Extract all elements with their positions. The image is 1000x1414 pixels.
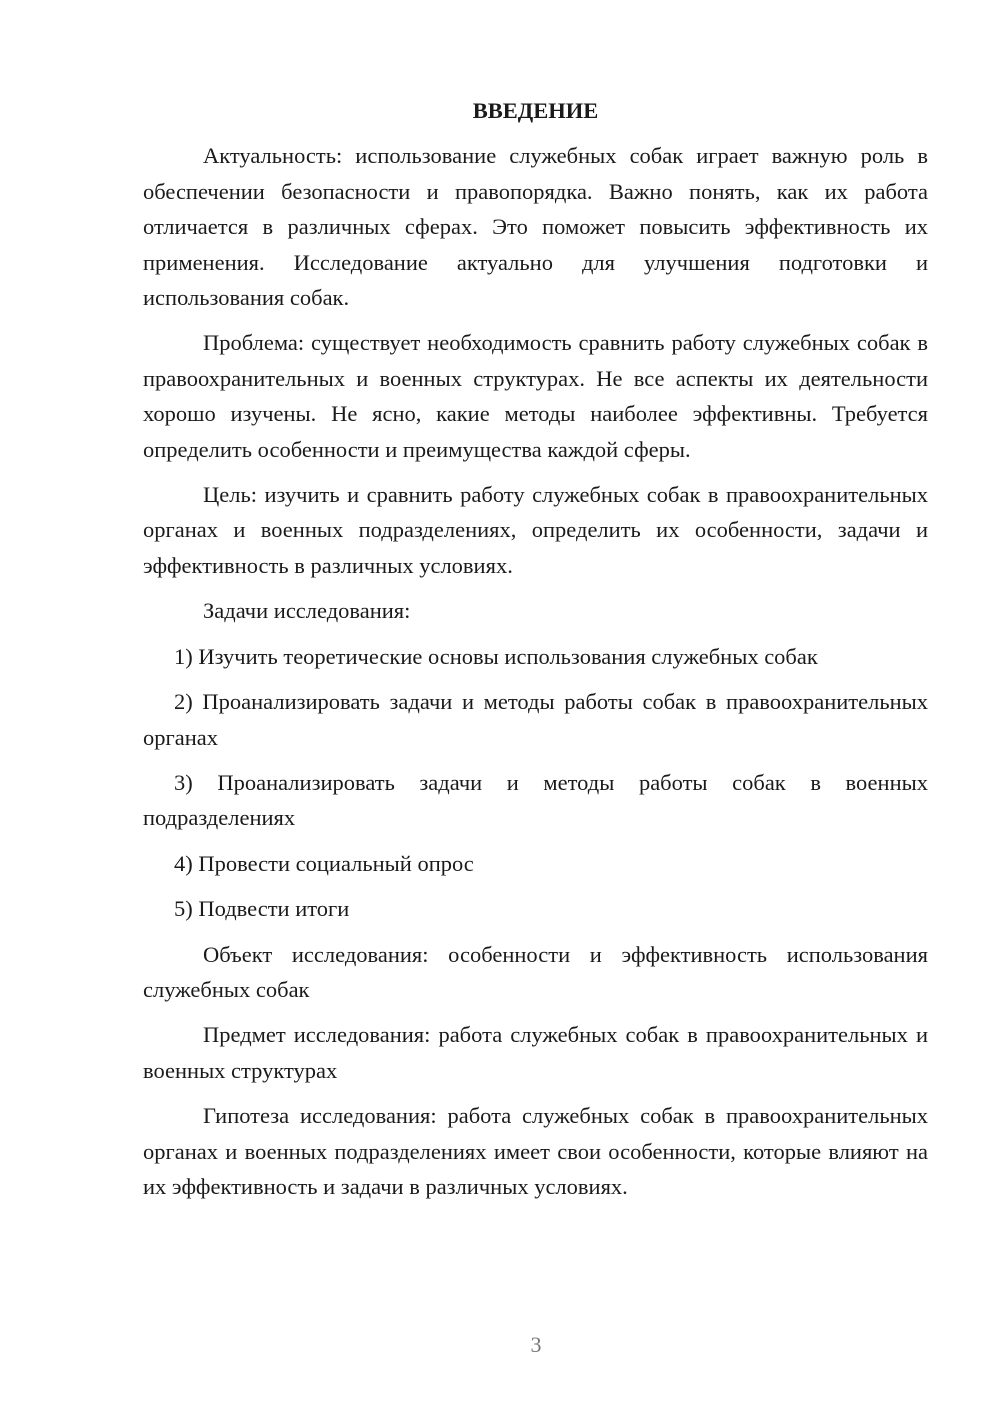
task-item-3: 3) Проанализировать задачи и методы работы собак в военных подразделениях <box>143 769 928 831</box>
object-paragraph: Объект исследования: особенности и эффективность использования служебных собак <box>143 941 928 1002</box>
relevance-paragraph: Актуальность: использование служебных собак играет важную роль в обеспечении безопасности и правопорядка. Важно понять, как их работа отличается в различных сферах. Это поможет повысить эффективность их применения. Исследование актуально для улучшения подготовки и использования собак. <box>143 143 928 311</box>
task-item-4: 4) Провести социальный опрос <box>174 850 474 876</box>
subject-paragraph: Предмет исследования: работа служебных собак в правоохранительных и военных структурах <box>143 1022 928 1083</box>
hypothesis-paragraph: Гипотеза исследования: работа служебных собак в правоохранительных органах и военных подразделениях имеет свои особенности, которые влияют на их эффективность и задачи в различных условиях. <box>143 1103 928 1199</box>
tasks-title: Задачи исследования: <box>203 598 411 624</box>
task-item-5: 5) Подвести итоги <box>174 896 350 922</box>
goal-paragraph: Цель: изучить и сравнить работу служебных собак в правоохранительных органах и военных подразделениях, определить их особенности, задачи и эффективность в различных условиях. <box>143 482 928 578</box>
page-number: 3 <box>530 1332 542 1357</box>
task-item-1: 1) Изучить теоретические основы использования служебных собак <box>174 643 818 669</box>
task-item-2: 2) Проанализировать задачи и методы работы собак в правоохранительных органах <box>143 689 928 750</box>
problem-paragraph: Проблема: существует необходимость сравнить работу служебных собак в правоохранительных и военных структурах. Не все аспекты их деятельности хорошо изучены. Не ясно, какие методы наиболее эффективны. Требуется определить особенности и преимущества каждой сферы. <box>143 330 928 462</box>
document-body <box>143 93 928 1214</box>
section-heading: ВВЕДЕНИЕ <box>472 98 599 123</box>
